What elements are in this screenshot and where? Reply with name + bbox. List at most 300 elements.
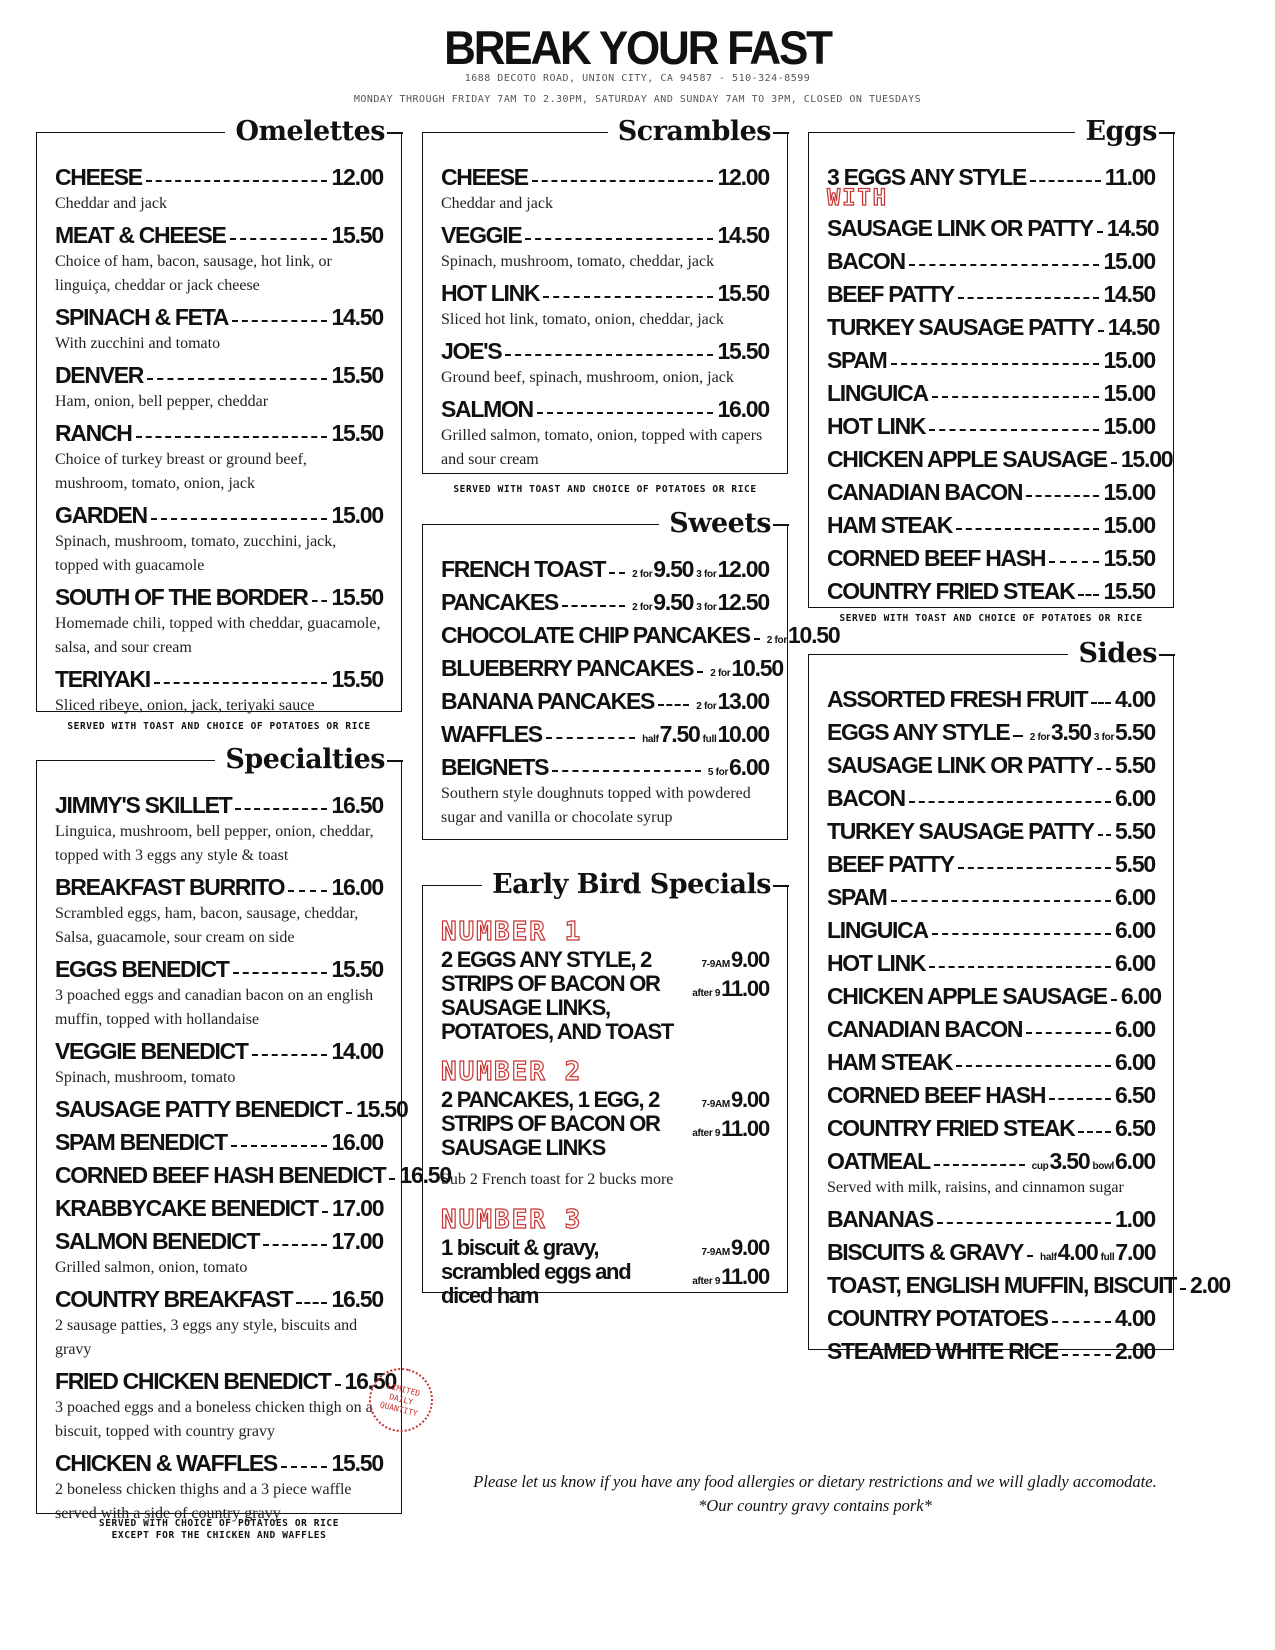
dot-leader xyxy=(147,378,327,380)
item-price: 15.00 xyxy=(1103,347,1155,373)
gravy-note: *Our country gravy contains pork* xyxy=(698,1496,932,1515)
list-item xyxy=(441,277,769,310)
item-price-group xyxy=(1115,914,1155,947)
quantity-label: bowl xyxy=(1092,1161,1115,1172)
list-item xyxy=(55,789,383,822)
item-name: CANADIAN BACON xyxy=(827,1016,1023,1042)
list-item xyxy=(441,751,769,784)
dot-leader xyxy=(1030,180,1101,182)
item-name: BANANAS xyxy=(827,1206,933,1232)
time-label: after 9 xyxy=(692,1276,721,1287)
dot-leader xyxy=(296,1302,327,1304)
dot-leader xyxy=(929,966,1111,968)
item-price: 9.50 xyxy=(653,556,694,582)
item-description: 3 poached eggs and canadian bacon on an english muffin, topped with hollandaise xyxy=(55,987,374,1028)
address: 1688 DECOTO ROAD, UNION CITY, CA 94587 - 510-324-8599 xyxy=(464,73,811,84)
quantity-label: 3 for xyxy=(1093,732,1115,743)
quantity-label: 2 for xyxy=(632,602,653,613)
item-price: 6.00 xyxy=(1115,950,1155,976)
list-item xyxy=(827,782,1155,815)
special-block xyxy=(441,918,769,1044)
item-price: 16.00 xyxy=(331,874,383,900)
omelettes-title: Omelettes xyxy=(225,117,387,147)
item-price: 3.50 xyxy=(1050,719,1091,745)
list-item xyxy=(441,553,769,586)
special-row xyxy=(441,948,769,1044)
item-description: Ground beef, spinach, mushroom, onion, jack xyxy=(441,369,734,386)
list-item xyxy=(827,947,1155,980)
item-price: 16.00 xyxy=(717,396,769,422)
quantity-label: cup xyxy=(1031,1161,1049,1172)
list-item xyxy=(55,1192,383,1225)
item-price: 15.50 xyxy=(331,956,383,982)
item-price: 7.50 xyxy=(659,721,700,747)
list-item xyxy=(827,716,1155,749)
list-item xyxy=(827,914,1155,947)
time-label: after 9 xyxy=(692,1128,721,1139)
item-price: 15.50 xyxy=(331,362,383,388)
item-name: STEAMED WHITE RICE xyxy=(827,1338,1058,1364)
quantity-label: full xyxy=(702,734,717,745)
dot-leader xyxy=(1026,1032,1111,1034)
item-price: 6.00 xyxy=(1115,1016,1155,1042)
item-name: SOUTH OF THE BORDER xyxy=(55,584,308,610)
dot-leader xyxy=(932,396,1100,398)
item-price: 11.00 xyxy=(721,976,769,1001)
dot-leader xyxy=(1098,330,1104,332)
quantity-label: 5 for xyxy=(707,767,729,778)
dot-leader xyxy=(956,528,1099,530)
item-price: 15.00 xyxy=(1103,479,1155,505)
item-name: HAM STEAK xyxy=(827,512,953,538)
item-name: BANANA PANCAKES xyxy=(441,688,655,714)
item-price: 5.50 xyxy=(1115,818,1155,844)
item-name: SPAM xyxy=(827,347,887,373)
item-price: 15.50 xyxy=(331,666,383,692)
dot-leader xyxy=(281,1466,327,1468)
dot-leader xyxy=(1052,1321,1111,1323)
eggs-section xyxy=(808,116,1174,608)
item-name: WAFFLES xyxy=(441,721,542,747)
dot-leader xyxy=(146,180,328,182)
item-name: SAUSAGE PATTY BENEDICT xyxy=(55,1096,343,1122)
item-price: 15.00 xyxy=(1103,512,1155,538)
dot-leader xyxy=(956,1065,1111,1067)
item-name: HOT LINK xyxy=(441,280,540,306)
list-item xyxy=(55,581,383,614)
sweets-section xyxy=(422,508,840,840)
dot-leader xyxy=(1097,231,1103,233)
list-item xyxy=(827,1145,1155,1178)
list-item xyxy=(827,575,1155,608)
item-name: BACON xyxy=(827,785,905,811)
item-price: 2.00 xyxy=(1115,1338,1155,1364)
item-name: VEGGIE xyxy=(441,222,522,248)
list-item xyxy=(55,301,383,334)
list-item xyxy=(441,652,783,685)
item-description: Sliced hot link, tomato, onion, cheddar, jack xyxy=(441,311,724,328)
item-price: 13.00 xyxy=(717,688,769,714)
beignets-description: Southern style doughnuts topped with powdered sugar and vanilla or chocolate syrup xyxy=(441,785,751,826)
item-price: 3.50 xyxy=(1049,1148,1090,1174)
item-name: SALMON BENEDICT xyxy=(55,1228,260,1254)
list-item xyxy=(55,1365,397,1398)
list-item xyxy=(441,219,769,252)
item-price-group xyxy=(1115,1046,1155,1079)
item-description: With zucchini and tomato xyxy=(55,335,221,352)
list-item xyxy=(827,815,1155,848)
scrambles-section xyxy=(422,116,788,474)
item-price: 5.50 xyxy=(1115,752,1155,778)
item-name: CORNED BEEF HASH xyxy=(827,545,1046,571)
time-label: after 9 xyxy=(692,988,721,999)
list-item xyxy=(827,443,1173,476)
item-price-group xyxy=(1115,1112,1155,1145)
item-name: CANADIAN BACON xyxy=(827,479,1023,505)
item-price: 10.00 xyxy=(717,721,769,747)
item-price: 16.50 xyxy=(399,1162,451,1188)
special-prices xyxy=(682,1088,769,1160)
item-name: SPAM xyxy=(827,884,887,910)
eggs-list xyxy=(827,161,1173,608)
price-line xyxy=(682,1265,769,1294)
allergy-note: Please let us know if you have any food allergies or dietary restrictions and we will gladly accomodate. xyxy=(473,1472,1157,1491)
item-price: 6.00 xyxy=(1115,785,1155,811)
quantity-label: half xyxy=(642,734,659,745)
list-item xyxy=(55,1283,383,1316)
list-item xyxy=(827,542,1155,575)
dot-leader xyxy=(537,412,714,414)
price-line xyxy=(682,948,769,977)
item-name: BLUEBERRY PANCAKES xyxy=(441,655,694,681)
list-item xyxy=(55,663,383,696)
item-price: 9.50 xyxy=(653,589,694,615)
item-price: 17.00 xyxy=(331,1228,383,1254)
list-item xyxy=(827,1046,1155,1079)
dot-leader xyxy=(1078,594,1099,596)
item-price: 6.00 xyxy=(1120,983,1161,1009)
specialties-note-line2: EXCEPT FOR THE CHICKEN AND WAFFLES xyxy=(111,1530,327,1541)
dot-leader xyxy=(1180,1288,1186,1290)
list-item xyxy=(441,586,769,619)
early-bird-section xyxy=(422,869,788,1308)
dot-leader xyxy=(252,1054,328,1056)
sweets-list xyxy=(441,553,840,833)
dot-leader xyxy=(389,1178,395,1180)
item-name: BISCUITS & GRAVY xyxy=(827,1239,1024,1265)
dot-leader xyxy=(543,296,713,298)
list-item xyxy=(827,1013,1155,1046)
list-item xyxy=(55,1159,451,1192)
item-name: CHICKEN & WAFFLES xyxy=(55,1450,277,1476)
list-item xyxy=(827,212,1159,245)
item-price: 14.50 xyxy=(1103,281,1155,307)
specialties-section xyxy=(36,744,451,1522)
item-price: 5.50 xyxy=(1115,719,1155,745)
list-item xyxy=(55,1126,383,1159)
quantity-label: 3 for xyxy=(696,602,717,613)
dot-leader xyxy=(1111,999,1117,1001)
list-item xyxy=(55,953,383,986)
item-description: Grilled salmon, tomato, onion, topped with capers and sour cream xyxy=(441,427,763,468)
special-description: 2 EGGS ANY STYLE, 2 STRIPS OF BACON OR SAUSAGE LINKS, POTATOES, AND TOAST xyxy=(441,947,673,1044)
list-item xyxy=(55,359,383,392)
item-name: COUNTRY BREAKFAST xyxy=(55,1286,293,1312)
special-description: 2 PANCAKES, 1 EGG, 2 STRIPS OF BACON OR SAUSAGE LINKS xyxy=(441,1087,660,1160)
price-line xyxy=(682,1088,769,1117)
special-number-label: NUMBER 3 xyxy=(441,1205,583,1235)
item-price: 11.00 xyxy=(1104,164,1155,190)
item-name: TERIYAKI xyxy=(55,666,150,692)
list-item xyxy=(827,1269,1230,1302)
dot-leader xyxy=(609,572,625,574)
item-price: 15.50 xyxy=(356,1096,408,1122)
item-price: 11.00 xyxy=(721,1264,769,1289)
item-name: SAUSAGE LINK OR PATTY xyxy=(827,215,1093,241)
eggs-note: SERVED WITH TOAST AND CHOICE OF POTATOES OR RICE xyxy=(839,613,1143,624)
item-name: SPINACH & FETA xyxy=(55,304,229,330)
item-name: BEEF PATTY xyxy=(827,851,954,877)
item-price: 15.00 xyxy=(331,502,383,528)
item-name: CHOCOLATE CHIP PANCAKES xyxy=(441,622,750,648)
dot-leader xyxy=(312,600,328,602)
sides-list xyxy=(827,683,1230,1368)
list-item xyxy=(441,335,769,368)
item-price: 7.00 xyxy=(1115,1239,1156,1265)
dot-leader xyxy=(909,801,1111,803)
item-price: 15.50 xyxy=(1103,545,1155,571)
sides-title: Sides xyxy=(1068,639,1159,669)
item-price: 12.50 xyxy=(717,589,769,615)
list-item xyxy=(827,1236,1155,1269)
item-price-group xyxy=(1115,947,1155,980)
item-name: DENVER xyxy=(55,362,144,388)
item-price: 4.00 xyxy=(1115,1305,1155,1331)
dot-leader xyxy=(552,770,701,772)
item-description: Spinach, mushroom, tomato, zucchini, jack, topped with guacamole xyxy=(55,533,337,574)
item-name: CHICKEN APPLE SAUSAGE xyxy=(827,983,1107,1009)
dot-leader xyxy=(697,671,703,673)
item-description: 2 boneless chicken thighs and a 3 piece waffle served with a side of country gravy xyxy=(55,1481,352,1522)
dot-leader xyxy=(1098,834,1111,836)
item-description: Linguica, mushroom, bell pepper, onion, cheddar, topped with 3 eggs any style & toast xyxy=(55,823,374,864)
dot-leader xyxy=(958,867,1111,869)
list-item xyxy=(827,476,1155,509)
scrambles-note: SERVED WITH TOAST AND CHOICE OF POTATOES OR RICE xyxy=(453,484,757,495)
quantity-label: 2 for xyxy=(696,701,717,712)
item-price: 16.50 xyxy=(344,1368,397,1394)
item-name: EGGS BENEDICT xyxy=(55,956,229,982)
special-row xyxy=(441,1088,769,1160)
item-price-group xyxy=(1115,1302,1155,1335)
item-name: COUNTRY POTATOES xyxy=(827,1305,1048,1331)
dot-leader xyxy=(937,1222,1111,1224)
dot-leader xyxy=(754,638,760,640)
item-price-group xyxy=(1190,1269,1230,1302)
list-item xyxy=(827,1079,1155,1112)
quantity-label: 2 for xyxy=(632,569,653,580)
omelettes-note: SERVED WITH TOAST AND CHOICE OF POTATOES OR RICE xyxy=(67,721,371,732)
list-item xyxy=(827,683,1155,716)
item-price: 15.50 xyxy=(331,584,383,610)
item-description: Choice of ham, bacon, sausage, hot link, or linguiça, cheddar or jack cheese xyxy=(55,253,332,294)
time-label: 7-9AM xyxy=(701,959,730,970)
list-item xyxy=(55,499,383,532)
item-name: SAUSAGE LINK OR PATTY xyxy=(827,752,1093,778)
dot-leader xyxy=(932,933,1111,935)
quantity-label: half xyxy=(1040,1252,1057,1263)
specialties-note-line1: SERVED WITH CHOICE OF POTATOES OR RICE xyxy=(98,1518,340,1529)
price-line xyxy=(682,977,769,1006)
list-item xyxy=(827,1203,1155,1236)
item-description: Served with milk, raisins, and cinnamon sugar xyxy=(827,1179,1124,1196)
item-name: FRIED CHICKEN BENEDICT xyxy=(55,1368,331,1394)
dot-leader xyxy=(1027,1255,1033,1257)
page-title: BREAK YOUR FAST xyxy=(444,21,831,75)
item-price-group xyxy=(1115,1079,1155,1112)
special-number-label: NUMBER 2 xyxy=(441,1057,583,1087)
item-price: 11.00 xyxy=(721,1116,769,1141)
item-name: BEEF PATTY xyxy=(827,281,954,307)
item-price-group xyxy=(1115,815,1155,848)
item-name: 3 EGGS ANY STYLE xyxy=(827,164,1027,190)
eggs-title: Eggs xyxy=(1075,117,1159,147)
item-price: 6.50 xyxy=(1115,1115,1155,1141)
dot-leader xyxy=(658,704,689,706)
item-price: 6.00 xyxy=(1115,884,1155,910)
item-price: 16.50 xyxy=(331,1286,383,1312)
item-price: 15.00 xyxy=(1103,380,1155,406)
special-block xyxy=(441,1206,769,1308)
item-name: COUNTRY FRIED STEAK xyxy=(827,578,1075,604)
dot-leader xyxy=(233,972,328,974)
early-bird-list xyxy=(441,918,769,1322)
list-item xyxy=(827,1335,1155,1368)
item-name: JIMMY'S SKILLET xyxy=(55,792,232,818)
list-item xyxy=(827,377,1155,410)
quantity-label: 2 for xyxy=(710,668,731,679)
list-item xyxy=(827,1302,1155,1335)
item-name: HOT LINK xyxy=(827,413,926,439)
item-name: JOE'S xyxy=(441,338,502,364)
dot-leader xyxy=(562,605,625,607)
price-line xyxy=(682,1117,769,1146)
item-name: LINGUICA xyxy=(827,917,928,943)
dot-leader xyxy=(1013,735,1022,737)
item-description: Grilled salmon, onion, tomato xyxy=(55,1259,248,1276)
item-price: 16.50 xyxy=(331,792,383,818)
quantity-label: 3 for xyxy=(696,569,717,580)
item-name: HAM STEAK xyxy=(827,1049,953,1075)
special-prices xyxy=(682,948,769,1044)
list-item xyxy=(441,718,769,751)
item-description: 3 poached eggs and a boneless chicken thigh on a biscuit, topped with country gravy xyxy=(55,1399,373,1440)
list-item xyxy=(55,219,383,252)
dot-leader xyxy=(525,238,713,240)
item-price: 10.50 xyxy=(787,622,840,648)
list-item xyxy=(827,278,1155,311)
item-name: TOAST, ENGLISH MUFFIN, BISCUIT xyxy=(827,1272,1177,1298)
item-price: 2.00 xyxy=(1190,1272,1230,1298)
item-price-group xyxy=(1115,782,1155,815)
early-bird-title: Early Bird Specials xyxy=(482,870,773,900)
list-item xyxy=(55,161,383,194)
item-price: 6.00 xyxy=(729,754,769,780)
quantity-label: 2 for xyxy=(1029,732,1050,743)
dot-leader xyxy=(505,354,713,356)
scrambles-list xyxy=(441,161,769,475)
dot-leader xyxy=(288,890,327,892)
item-price: 14.50 xyxy=(1107,314,1160,340)
dot-leader xyxy=(1049,561,1099,563)
list-item xyxy=(441,685,769,718)
dot-leader xyxy=(934,1164,1025,1166)
item-price: 6.00 xyxy=(1115,917,1155,943)
item-name: RANCH xyxy=(55,420,132,446)
special-description: 1 biscuit & gravy, scrambled eggs and diced ham xyxy=(441,1235,631,1308)
item-name: CHICKEN APPLE SAUSAGE xyxy=(827,446,1107,472)
dot-leader xyxy=(1062,1354,1111,1356)
item-name: GARDEN xyxy=(55,502,147,528)
dot-leader xyxy=(235,808,327,810)
special-prices xyxy=(682,1236,769,1308)
list-item xyxy=(55,417,383,450)
specialties-title: Specialties xyxy=(215,745,387,775)
item-description: Sliced ribeye, onion, jack, teriyaki sauce xyxy=(55,697,315,714)
item-price: 15.50 xyxy=(331,420,383,446)
item-name: CORNED BEEF HASH xyxy=(827,1082,1046,1108)
price-line xyxy=(682,1236,769,1265)
list-item xyxy=(55,1035,383,1068)
item-price: 15.50 xyxy=(717,280,769,306)
item-price-group xyxy=(1115,749,1155,782)
quantity-label: 2 for xyxy=(766,635,787,646)
dot-leader xyxy=(346,1112,352,1114)
sweets-title: Sweets xyxy=(659,509,773,539)
item-name: EGGS ANY STYLE xyxy=(827,719,1010,745)
list-item xyxy=(55,1447,383,1480)
list-item xyxy=(827,980,1161,1013)
item-price-group xyxy=(1115,848,1155,881)
list-item xyxy=(827,1112,1155,1145)
item-name: BREAKFAST BURRITO xyxy=(55,874,285,900)
item-price: 15.50 xyxy=(717,338,769,364)
item-price: 15.00 xyxy=(1103,248,1155,274)
item-name: OATMEAL xyxy=(827,1148,930,1174)
item-name: CHEESE xyxy=(55,164,142,190)
list-item xyxy=(441,161,769,194)
time-label: 7-9AM xyxy=(701,1247,730,1258)
item-price: 6.00 xyxy=(1115,1049,1155,1075)
item-name: FRENCH TOAST xyxy=(441,556,606,582)
dot-leader xyxy=(891,363,1100,365)
item-description: 2 sausage patties, 3 eggs any style, biscuits and gravy xyxy=(55,1317,358,1358)
item-description: Cheddar and jack xyxy=(441,195,553,212)
item-price: 10.50 xyxy=(731,655,783,681)
item-price-group xyxy=(1115,683,1155,716)
item-price: 14.50 xyxy=(1106,215,1159,241)
item-name: BEIGNETS xyxy=(441,754,549,780)
with-label: WITH xyxy=(827,186,888,211)
dot-leader xyxy=(230,238,328,240)
list-item xyxy=(827,344,1155,377)
item-price: 12.00 xyxy=(331,164,383,190)
item-price: 12.00 xyxy=(717,556,769,582)
list-item xyxy=(827,881,1155,914)
item-price: 12.00 xyxy=(717,164,769,190)
list-item xyxy=(441,619,840,652)
item-description: Choice of turkey breast or ground beef, mushroom, tomato, onion, jack xyxy=(55,451,307,492)
